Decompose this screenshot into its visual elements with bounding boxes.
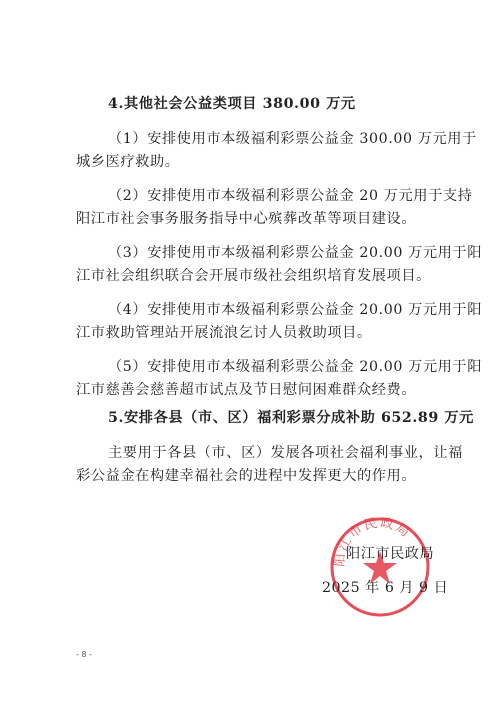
seal-text: 阳江市民政局 xyxy=(332,515,414,568)
paragraph-line: 阳江市社会事务服务指导中心殡葬改革等项目建设。 xyxy=(76,211,417,227)
paragraph-line: 江市慈善会慈善超市试点及节日慰问困难群众经费。 xyxy=(76,382,417,398)
page-number: - 8 - xyxy=(76,650,92,659)
paragraph-line: （1）安排使用市本级福利彩票公益金 300.00 万元用于 xyxy=(108,131,477,147)
section-heading-5: 5.安排各县（市、区）福利彩票分成补助 652.89 万元 xyxy=(108,410,474,426)
paragraph-line: 主要用于各县（市、区）发展各项社会福利事业，让福 xyxy=(108,445,463,461)
paragraph-line: （5）安排使用市本级福利彩票公益金 20.00 万元用于阳 xyxy=(108,359,483,375)
paragraph-line: （2）安排使用市本级福利彩票公益金 20 万元用于支持 xyxy=(108,188,473,204)
section-heading-4: 4.其他社会公益类项目 380.00 万元 xyxy=(108,96,356,112)
signature-date: 2025 年 6 月 9 日 xyxy=(322,580,449,596)
official-seal-stamp xyxy=(328,515,435,619)
paragraph-line: 城乡医疗救助。 xyxy=(76,154,180,170)
paragraph-line: 彩公益金在构建幸福社会的进程中发挥更大的作用。 xyxy=(76,468,417,484)
signature-org: 阳江市民政局 xyxy=(346,546,435,562)
paragraph-line: （4）安排使用市本级福利彩票公益金 20.00 万元用于阳 xyxy=(108,302,483,318)
paragraph-line: 江市社会组织联合会开展市级社会组织培育发展项目。 xyxy=(76,268,431,284)
paragraph-line: （3）安排使用市本级福利彩票公益金 20.00 万元用于阳 xyxy=(108,245,483,261)
paragraph-line: 江市救助管理站开展流浪乞讨人员救助项目。 xyxy=(76,325,372,341)
